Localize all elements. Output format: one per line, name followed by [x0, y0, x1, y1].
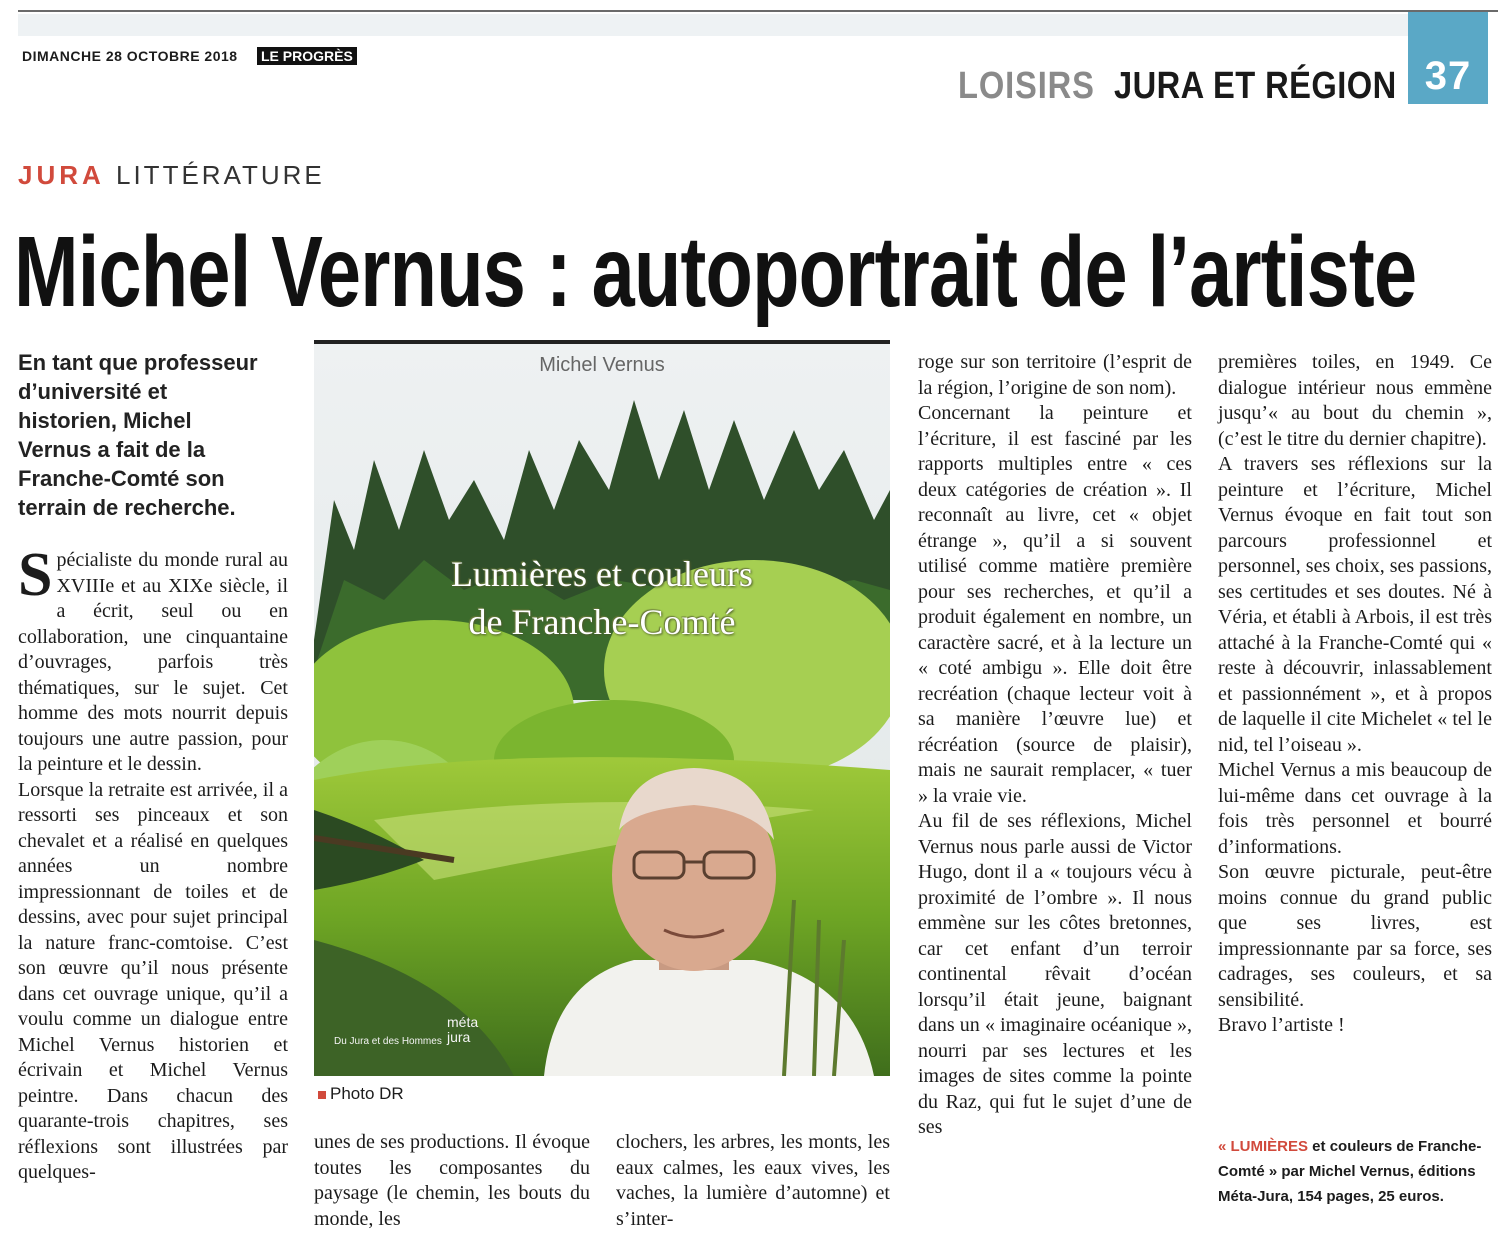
book-cover-photo — [314, 340, 890, 1076]
publisher-logo-line: jura — [447, 1029, 471, 1045]
article-paragraph: Michel Vernus a mis beaucoup de lui-même dans cet ouvrage à la fois très personnel et bourré d’informations. — [1218, 759, 1492, 858]
publisher-logo — [447, 1015, 478, 1045]
headline: Michel Vernus : autoportrait de l’artiste — [14, 216, 1417, 328]
kicker-place: JURA — [18, 160, 105, 190]
article-paragraph: Concernant la peinture et l’écriture, il est fasciné par les rapports multiples entre « ces deux catégories de création ». Il reconnaît au livre, cet « objet étrange », qu’il a si souvent utilisé comme matière première pour ses recherches, et qu’il a produit également en nombre, un caractère sacré, et à la lecture un « coté ambigu ». Elle doit être recréation (chaque lecteur voit à sa manière l’œuvre lue) et récréation (source de plaisir), mais ne saurait remplacer, « tuer » la vraie vie. — [918, 402, 1192, 807]
book-reference-details: et couleurs de Franche-Comté » par Michel Vernus, éditions Méta-Jura, 154 pages, 25 euros. — [1218, 1138, 1482, 1205]
cover-author: Michel Vernus — [539, 354, 665, 376]
drop-cap: S — [18, 541, 53, 609]
article-column-2 — [314, 1130, 590, 1232]
article-paragraph: Lorsque la retraite est arrivée, il a ressorti ses pinceaux et son chevalet et a réalisé en quelques années un nombre impressionnant de toiles et de dessins, avec pour sujet principal la nature franc-comtoise. C’est son œuvre qu’il nous présente dans cet ouvrage unique, qu’il a voulu comme un dialogue entre Michel Vernus historien et écrivain et Michel Vernus peintre. Dans chacun des quarante-trois chapitres, ses réflexions sont illustrées par quelques- — [18, 778, 288, 1183]
caption-marker — [318, 1091, 326, 1099]
top-rule — [18, 10, 1498, 12]
newspaper-name: LE PROGRÈS — [257, 47, 357, 65]
article-lede: En tant que professeur d’université et historien, Michel Vernus a fait de la Franche-Comté son terrain de recherche. — [18, 350, 258, 520]
section-label: LOISIRS — [958, 65, 1095, 107]
article-paragraph: premières toiles, en 1949. Ce dialogue intérieur nous emmène jusqu’« au bout du chemin », (c’est le titre du dernier chapitre). — [1218, 351, 1492, 450]
page-number: 37 — [1424, 54, 1472, 98]
article-paragraph: roge sur son territoire (l’esprit de la région, l’origine de son nom). — [918, 351, 1192, 399]
photo-caption — [318, 1082, 404, 1106]
article-paragraph: Au fil de ses réflexions, Michel Vernus nous parle aussi de Victor Hugo, dont il a « toujours vécu à proximité de l’ombre ». Il nous emmène sur les côtes bretonnes, car cet enfant d’un terroir continental rêvait d’océan lorsqu’il était jeune, baignant dans un « imaginaire océanique », nourri par ses lectures et les images de sites comme la pointe du Raz, qui fut le sujet d’une de ses — [918, 810, 1192, 1138]
article-paragraph: A travers ses réflexions sur la peinture et l’écriture, Michel Vernus évoque en fait tout son parcours professionnel et personnel, ses choix, ses passions, ses certitudes et ses doutes. Né à Véria, et établi à Arbois, il est très attaché à la Franche-Comté qui « reste à découvrir, inlassablement et passionnément », et à propos de laquelle il cite Michelet « tel le nid, tel l’oiseau ». — [1218, 453, 1492, 756]
cover-title-line: de Franche-Comté — [468, 602, 736, 642]
article-column-1 — [18, 541, 288, 1186]
article-paragraph: Bravo l’artiste ! — [1218, 1014, 1345, 1036]
article-paragraph: pécialiste du monde rural au XVIIIe et au XIXe siècle, il a écrit, seul ou en collaboration, une cinquantaine d’ouvrages, parfois très thématiques, sur le sujet. Cet homme des mots nourrit depuis toujours une autre passion, pour la peinture et le dessin. — [18, 549, 288, 775]
issue-date: DIMANCHE 28 OCTOBRE 2018 — [22, 48, 238, 64]
article-paragraph: Son œuvre picturale, peut-être moins connue du grand public que ses livres, est impressionnante par sa force, ses cadrages, ses couleurs, et sa sensibilité. — [1218, 861, 1492, 1011]
article-paragraph: clochers, les arbres, les monts, les eaux calmes, les eaux vives, les vaches, la lumière d’automne) et s’inter- — [616, 1131, 890, 1230]
book-reference-highlight: « LUMIÈRES — [1218, 1138, 1309, 1155]
book-cover-painting — [314, 340, 890, 1076]
cover-title — [314, 550, 890, 646]
article-column-5 — [1218, 350, 1492, 1039]
top-band — [18, 14, 1408, 36]
book-reference — [1218, 1134, 1492, 1209]
cover-title-line: Lumières et couleurs — [451, 554, 753, 594]
subsection-label: JURA ET RÉGION — [1114, 65, 1397, 107]
photo-credit: Photo DR — [330, 1084, 404, 1103]
publisher-logo-line: méta — [447, 1014, 479, 1030]
kicker-topic: LITTÉRATURE — [116, 160, 325, 190]
article-column-4 — [918, 350, 1192, 1141]
article-paragraph: unes de ses productions. Il évoque toutes les composantes du paysage (le chemin, les bouts du monde, les — [314, 1131, 590, 1230]
article-column-3 — [616, 1130, 890, 1232]
cover-publisher: Du Jura et des Hommes — [334, 1036, 442, 1047]
